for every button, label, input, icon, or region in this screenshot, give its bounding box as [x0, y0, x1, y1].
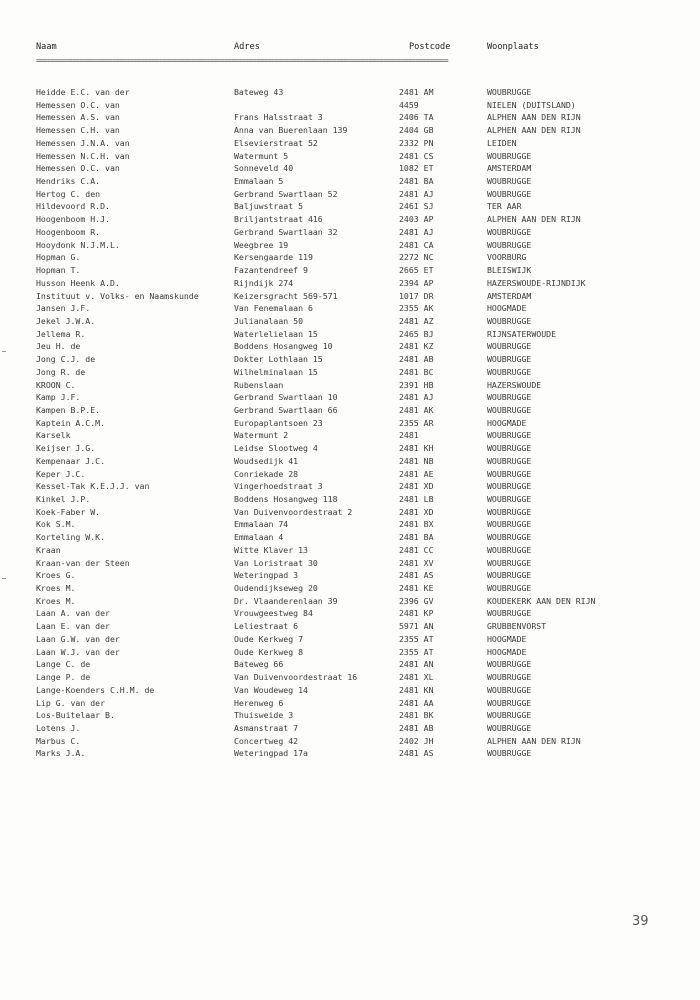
- cell-adres: Vingerhoedstraat 3: [234, 481, 323, 492]
- table-row: [0, 747, 700, 760]
- cell-woonplaats: WOUBRUGGE: [487, 468, 532, 479]
- cell-naam: Lange C. de: [36, 659, 91, 670]
- cell-postcode: 2481 XL: [399, 672, 434, 683]
- cell-postcode: 1082 ET: [399, 163, 434, 174]
- cell-adres: Oude Kerkweg 8: [234, 646, 304, 657]
- table-row: [0, 531, 700, 544]
- cell-adres: Kersengaarde 119: [234, 252, 313, 263]
- cell-woonplaats: RIJNSATERWOUDE: [487, 328, 557, 339]
- table-row: [0, 226, 700, 239]
- cell-woonplaats: WOUBRUGGE: [487, 430, 532, 441]
- cell-postcode: 2481 KH: [399, 443, 434, 454]
- cell-woonplaats: BLEISWIJK: [487, 265, 532, 276]
- cell-naam: KROON C.: [36, 379, 76, 390]
- cell-adres: Van Duivenvoordestraat 2: [234, 506, 353, 517]
- cell-postcode: 4459: [399, 99, 419, 110]
- cell-postcode: 5971 AN: [399, 621, 434, 632]
- cell-woonplaats: WOUBRUGGE: [487, 87, 532, 97]
- cell-adres: Dr. Vlaanderenlaan 39: [234, 595, 338, 606]
- cell-woonplaats: WOUBRUGGE: [487, 532, 532, 543]
- table-row: [0, 569, 700, 582]
- cell-postcode: 2404 GB: [399, 125, 434, 136]
- cell-naam: Instituut v. Volks- en Naamskunde: [36, 290, 199, 301]
- cell-adres: Van Fenemalaan 6: [234, 303, 313, 314]
- cell-postcode: 1017 DR: [399, 290, 434, 301]
- cell-naam: Los-Buitelaar B.: [36, 710, 115, 721]
- table-row: [0, 251, 700, 264]
- header-separator: ==================================================================================================================: [36, 57, 449, 65]
- cell-naam: Hemessen J.N.A. van: [36, 137, 130, 148]
- cell-naam: Kessel-Tak K.E.J.J. van: [36, 481, 150, 492]
- cell-postcode: 2406 TA: [399, 112, 434, 123]
- cell-adres: Herenweg 6: [234, 697, 284, 708]
- cell-postcode: 2481 XD: [399, 481, 434, 492]
- cell-naam: Laan A. van der: [36, 608, 110, 619]
- cell-naam: Hendriks C.A.: [36, 176, 101, 187]
- cell-woonplaats: HOOGMADE: [487, 646, 527, 657]
- cell-adres: Bateweg 66: [234, 659, 284, 670]
- cell-woonplaats: ALPHEN AAN DEN RIJN: [487, 735, 581, 746]
- cell-postcode: 2481 KZ: [399, 341, 434, 352]
- cell-woonplaats: WOUBRUGGE: [487, 481, 532, 492]
- cell-woonplaats: VOORBURG: [487, 252, 527, 263]
- cell-adres: Fazantendreef 9: [234, 265, 308, 276]
- table-row: [0, 582, 700, 595]
- table-row: [0, 633, 700, 646]
- cell-adres: Gerbrand Swartlaan 32: [234, 226, 338, 237]
- cell-naam: Marks J.A.: [36, 748, 86, 759]
- cell-woonplaats: TER AAR: [487, 201, 522, 212]
- cell-naam: Hemessen O.C. van: [36, 163, 120, 174]
- cell-postcode: 2481 BA: [399, 176, 434, 187]
- cell-naam: Kampen B.P.E.: [36, 404, 101, 415]
- table-row: [0, 493, 700, 506]
- cell-naam: Laan E. van der: [36, 621, 110, 632]
- cell-naam: Jansen J.F.: [36, 303, 91, 314]
- cell-woonplaats: WOUBRUGGE: [487, 506, 532, 517]
- cell-postcode: 2481 KE: [399, 583, 434, 594]
- cell-postcode: 2355 AT: [399, 646, 434, 657]
- cell-postcode: 2481 AE: [399, 468, 434, 479]
- table-row: [0, 290, 700, 303]
- cell-postcode: 2465 BJ: [399, 328, 434, 339]
- cell-adres: Concertweg 42: [234, 735, 299, 746]
- cell-adres: Baljuwstraat 5: [234, 201, 304, 212]
- cell-woonplaats: WOUBRUGGE: [487, 659, 532, 670]
- cell-postcode: 2481 KP: [399, 608, 434, 619]
- table-row: [0, 557, 700, 570]
- cell-naam: Koek-Faber W.: [36, 506, 101, 517]
- cell-woonplaats: WOUBRUGGE: [487, 404, 532, 415]
- margin-mark: [2, 578, 6, 579]
- cell-postcode: 2481 BC: [399, 366, 434, 377]
- cell-adres: Leliestraat 6: [234, 621, 299, 632]
- cell-naam: Hemessen C.H. van: [36, 125, 120, 136]
- table-row: [0, 175, 700, 188]
- table-row: [0, 684, 700, 697]
- cell-woonplaats: GRUBBENVORST: [487, 621, 547, 632]
- cell-adres: Gerbrand Swartlaan 10: [234, 392, 338, 403]
- cell-postcode: 2396 GV: [399, 595, 434, 606]
- cell-adres: Boddens Hosangweg 118: [234, 494, 338, 504]
- cell-naam: Korteling W.K.: [36, 532, 106, 543]
- cell-naam: Jellema R.: [36, 328, 86, 339]
- cell-adres: Briljantstraat 416: [234, 214, 323, 225]
- cell-naam: Jong C.J. de: [36, 354, 96, 365]
- table-row: [0, 671, 700, 684]
- table-row: [0, 697, 700, 710]
- cell-postcode: 2481 CA: [399, 239, 434, 250]
- cell-naam: Kempenaar J.C.: [36, 455, 106, 466]
- cell-naam: Jong R. de: [36, 366, 86, 377]
- cell-naam: Karselk: [36, 430, 71, 441]
- cell-postcode: 2481 AJ: [399, 392, 434, 403]
- cell-naam: Lange P. de: [36, 672, 91, 683]
- table-row: [0, 264, 700, 277]
- cell-adres: Emmalaan 74: [234, 519, 289, 530]
- cell-woonplaats: HAZERSWOUDE: [487, 379, 542, 390]
- cell-woonplaats: WOUBRUGGE: [487, 722, 532, 733]
- cell-adres: Asmanstraat 7: [234, 722, 299, 733]
- cell-postcode: 2481 AN: [399, 659, 434, 670]
- cell-naam: Hemessen N.C.H. van: [36, 150, 130, 161]
- table-row: [0, 518, 700, 531]
- cell-naam: Hoogenboom H.J.: [36, 214, 110, 225]
- table-row: [0, 429, 700, 442]
- cell-woonplaats: WOUBRUGGE: [487, 583, 532, 594]
- cell-naam: Hopman G.: [36, 252, 81, 263]
- cell-postcode: 2481 AB: [399, 722, 434, 733]
- table-row: [0, 722, 700, 735]
- cell-adres: Watermunt 2: [234, 430, 289, 441]
- cell-naam: Hooydonk N.J.M.L.: [36, 239, 120, 250]
- cell-adres: Gerbrand Swartlaan 52: [234, 188, 338, 199]
- table-row: [0, 99, 700, 112]
- address-list: [0, 86, 700, 760]
- table-row: [0, 188, 700, 201]
- cell-woonplaats: HOOGMADE: [487, 417, 527, 428]
- cell-adres: Anna van Buerenlaan 139: [234, 125, 348, 136]
- cell-adres: Bateweg 43: [234, 87, 284, 97]
- cell-postcode: 2481 KN: [399, 684, 434, 695]
- cell-postcode: 2481 NB: [399, 455, 434, 466]
- margin-mark: [2, 351, 6, 352]
- table-row: [0, 646, 700, 659]
- cell-naam: Lotens J.: [36, 722, 81, 733]
- cell-woonplaats: AMSTERDAM: [487, 163, 532, 174]
- cell-woonplaats: WOUBRUGGE: [487, 557, 532, 568]
- cell-naam: Jekel J.W.A.: [36, 315, 96, 326]
- cell-postcode: 2481 CS: [399, 150, 434, 161]
- cell-naam: Lip G. van der: [36, 697, 106, 708]
- cell-woonplaats: WOUBRUGGE: [487, 366, 532, 377]
- table-row: [0, 111, 700, 124]
- table-row: [0, 544, 700, 557]
- table-row: [0, 86, 700, 99]
- cell-woonplaats: WOUBRUGGE: [487, 341, 532, 352]
- cell-adres: Keizersgracht 569-571: [234, 290, 338, 301]
- header-adres: Adres: [234, 42, 260, 52]
- cell-woonplaats: NIELEN (DUITSLAND): [487, 99, 576, 110]
- cell-adres: Frans Halsstraat 3: [234, 112, 323, 123]
- cell-woonplaats: LEIDEN: [487, 137, 517, 148]
- cell-woonplaats: WOUBRUGGE: [487, 697, 532, 708]
- cell-adres: Van Woudeweg 14: [234, 684, 308, 695]
- cell-naam: Laan W.J. van der: [36, 646, 120, 657]
- cell-postcode: 2403 AP: [399, 214, 434, 225]
- cell-postcode: 2481 BX: [399, 519, 434, 530]
- cell-postcode: 2332 PN: [399, 137, 434, 148]
- header-woonplaats: Woonplaats: [487, 42, 539, 52]
- cell-adres: Conriekade 28: [234, 468, 299, 479]
- table-row: [0, 340, 700, 353]
- cell-naam: Lange-Koenders C.H.M. de: [36, 684, 155, 695]
- cell-postcode: 2481 XD: [399, 506, 434, 517]
- cell-adres: Emmalaan 5: [234, 176, 284, 187]
- cell-postcode: 2402 JH: [399, 735, 434, 746]
- cell-adres: Waterlelielaan 15: [234, 328, 318, 339]
- cell-naam: Hildevoord R.D.: [36, 201, 110, 212]
- cell-postcode: 2355 AR: [399, 417, 434, 428]
- table-row: [0, 595, 700, 608]
- cell-adres: Gerbrand Swartlaan 66: [234, 404, 338, 415]
- table-row: [0, 302, 700, 315]
- cell-woonplaats: WOUBRUGGE: [487, 455, 532, 466]
- cell-naam: Hoogenboom R.: [36, 226, 101, 237]
- cell-adres: Oudendijkseweg 20: [234, 583, 318, 594]
- cell-naam: Hopman T.: [36, 265, 81, 276]
- cell-woonplaats: WOUBRUGGE: [487, 684, 532, 695]
- table-row: [0, 455, 700, 468]
- cell-woonplaats: ALPHEN AAN DEN RIJN: [487, 214, 581, 225]
- cell-woonplaats: AMSTERDAM: [487, 290, 532, 301]
- cell-naam: Keijser J.G.: [36, 443, 96, 454]
- table-row: [0, 709, 700, 722]
- table-row: [0, 379, 700, 392]
- cell-naam: Marbus C.: [36, 735, 81, 746]
- cell-postcode: 2665 ET: [399, 265, 434, 276]
- cell-woonplaats: WOUBRUGGE: [487, 176, 532, 187]
- cell-postcode: 2355 AK: [399, 303, 434, 314]
- cell-postcode: 2481 CC: [399, 544, 434, 555]
- cell-woonplaats: WOUBRUGGE: [487, 188, 532, 199]
- table-row: [0, 213, 700, 226]
- table-row: [0, 150, 700, 163]
- cell-naam: Hemessen O.C. van: [36, 99, 120, 110]
- cell-adres: Thuisweide 3: [234, 710, 294, 721]
- table-row: [0, 506, 700, 519]
- table-row: [0, 442, 700, 455]
- table-row: [0, 404, 700, 417]
- table-row: [0, 124, 700, 137]
- cell-adres: Witte Klaver 13: [234, 544, 308, 555]
- cell-adres: Julianalaan 50: [234, 315, 304, 326]
- cell-woonplaats: WOUBRUGGE: [487, 608, 532, 619]
- table-row: [0, 468, 700, 481]
- cell-naam: Kroes G.: [36, 570, 76, 581]
- table-row: [0, 353, 700, 366]
- cell-woonplaats: ALPHEN AAN DEN RIJN: [487, 125, 581, 136]
- table-row: [0, 391, 700, 404]
- cell-postcode: 2481 AS: [399, 748, 434, 759]
- table-row: [0, 620, 700, 633]
- header-postcode: Postcode: [409, 42, 451, 52]
- cell-adres: Wilhelminalaan 15: [234, 366, 318, 377]
- table-row: [0, 137, 700, 150]
- cell-postcode: 2481 XV: [399, 557, 434, 568]
- cell-adres: Sonneveld 40: [234, 163, 294, 174]
- cell-postcode: 2481 BA: [399, 532, 434, 543]
- cell-woonplaats: WOUBRUGGE: [487, 315, 532, 326]
- cell-adres: Emmalaan 4: [234, 532, 284, 543]
- cell-postcode: 2481 LB: [399, 494, 434, 504]
- cell-woonplaats: WOUBRUGGE: [487, 710, 532, 721]
- cell-woonplaats: WOUBRUGGE: [487, 544, 532, 555]
- table-row: [0, 658, 700, 671]
- cell-adres: Van Duivenvoordestraat 16: [234, 672, 358, 683]
- cell-woonplaats: WOUBRUGGE: [487, 519, 532, 530]
- cell-naam: Kraan-van der Steen: [36, 557, 130, 568]
- cell-woonplaats: WOUBRUGGE: [487, 443, 532, 454]
- cell-woonplaats: WOUBRUGGE: [487, 672, 532, 683]
- cell-naam: Keper J.C.: [36, 468, 86, 479]
- cell-naam: Hemessen A.S. van: [36, 112, 120, 123]
- header-naam: Naam: [36, 42, 57, 52]
- cell-adres: Weegbree 19: [234, 239, 289, 250]
- cell-adres: Leidse Slootweg 4: [234, 443, 318, 454]
- cell-postcode: 2481 AA: [399, 697, 434, 708]
- cell-woonplaats: WOUBRUGGE: [487, 354, 532, 365]
- cell-adres: Weteringpad 17a: [234, 748, 308, 759]
- cell-adres: Europaplantsoen 23: [234, 417, 323, 428]
- cell-woonplaats: WOUBRUGGE: [487, 570, 532, 581]
- cell-naam: Husson Heenk A.D.: [36, 277, 120, 288]
- cell-woonplaats: HOOGMADE: [487, 633, 527, 644]
- cell-postcode: 2481: [399, 430, 419, 441]
- table-row: [0, 328, 700, 341]
- cell-naam: Kamp J.F.: [36, 392, 81, 403]
- cell-postcode: 2481 AZ: [399, 315, 434, 326]
- cell-postcode: 2481 AJ: [399, 188, 434, 199]
- cell-woonplaats: WOUBRUGGE: [487, 239, 532, 250]
- cell-woonplaats: WOUBRUGGE: [487, 392, 532, 403]
- cell-postcode: 2481 AJ: [399, 226, 434, 237]
- table-row: [0, 239, 700, 252]
- cell-naam: Laan G.W. van der: [36, 633, 120, 644]
- cell-naam: Kroes M.: [36, 595, 76, 606]
- table-row: [0, 417, 700, 430]
- cell-postcode: 2391 HB: [399, 379, 434, 390]
- cell-postcode: 2355 AT: [399, 633, 434, 644]
- cell-naam: Kraan: [36, 544, 61, 555]
- cell-naam: Jeu H. de: [36, 341, 81, 352]
- cell-adres: Vrouwgeestweg 84: [234, 608, 313, 619]
- cell-adres: Weteringpad 3: [234, 570, 299, 581]
- table-row: [0, 162, 700, 175]
- cell-naam: Hertog C. den: [36, 188, 101, 199]
- cell-postcode: 2461 SJ: [399, 201, 434, 212]
- cell-adres: Dokter Lothlaan 15: [234, 354, 323, 365]
- cell-adres: Van Loristraat 30: [234, 557, 318, 568]
- cell-postcode: 2272 NC: [399, 252, 434, 263]
- cell-adres: Rubenslaan: [234, 379, 284, 390]
- cell-naam: Kinkel J.P.: [36, 494, 91, 504]
- table-row: [0, 480, 700, 493]
- cell-postcode: 2481 AM: [399, 87, 434, 97]
- cell-adres: Oude Kerkweg 7: [234, 633, 304, 644]
- cell-woonplaats: HAZERSWOUDE-RIJNDIJK: [487, 277, 586, 288]
- cell-woonplaats: HOOGMADE: [487, 303, 527, 314]
- cell-naam: Kaptein A.C.M.: [36, 417, 106, 428]
- cell-woonplaats: WOUBRUGGE: [487, 748, 532, 759]
- cell-woonplaats: KOUDEKERK AAN DEN RIJN: [487, 595, 596, 606]
- cell-adres: Rijndijk 274: [234, 277, 294, 288]
- cell-naam: Kok S.M.: [36, 519, 76, 530]
- cell-adres: Elsevierstraat 52: [234, 137, 318, 148]
- cell-postcode: 2394 AP: [399, 277, 434, 288]
- table-row: [0, 607, 700, 620]
- page-number: 39: [632, 914, 649, 929]
- cell-woonplaats: WOUBRUGGE: [487, 226, 532, 237]
- cell-naam: Heidde E.C. van der: [36, 87, 130, 97]
- table-row: [0, 366, 700, 379]
- table-row: [0, 735, 700, 748]
- cell-postcode: 2481 BK: [399, 710, 434, 721]
- cell-naam: Kroes M.: [36, 583, 76, 594]
- table-row: [0, 200, 700, 213]
- cell-woonplaats: WOUBRUGGE: [487, 150, 532, 161]
- cell-woonplaats: ALPHEN AAN DEN RIJN: [487, 112, 581, 123]
- cell-adres: Woudsedijk 41: [234, 455, 299, 466]
- cell-postcode: 2481 AS: [399, 570, 434, 581]
- cell-adres: Boddens Hosangweg 10: [234, 341, 333, 352]
- cell-woonplaats: WOUBRUGGE: [487, 494, 532, 504]
- cell-postcode: 2481 AB: [399, 354, 434, 365]
- column-header-row: [0, 42, 700, 56]
- cell-postcode: 2481 AK: [399, 404, 434, 415]
- table-row: [0, 315, 700, 328]
- cell-adres: Watermunt 5: [234, 150, 289, 161]
- table-row: [0, 277, 700, 290]
